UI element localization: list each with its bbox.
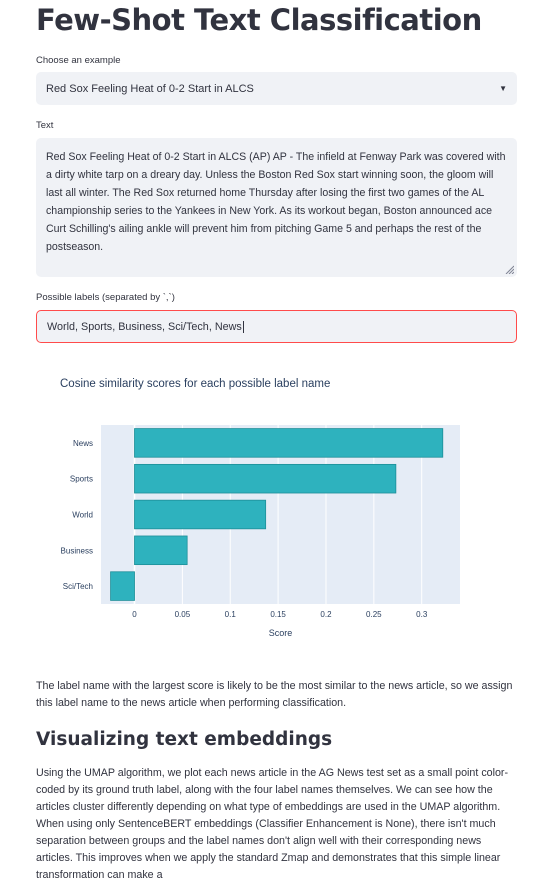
page-title: Few-Shot Text Classification (36, 3, 482, 37)
section-heading: Visualizing text embeddings (36, 729, 333, 750)
text-area-value: Red Sox Feeling Heat of 0-2 Start in ALCS (AP) AP - The infield at Fenway Park was covered with a dirty white tarp on a dreary day. Unless the Boston Red Sox start winning soon, the gloom will last all winter. The Red Sox returned home Thursday after losing the first two games of the AL championship series to the Yankees in New York. As its workout began, Boston announced ace Curt Schilling's ailing ankle will prevent him from pitching Game 5 and perhaps the rest of the postseason. (46, 151, 506, 253)
similarity-bar-chart (36, 415, 496, 645)
chart-title: Cosine similarity scores for each possible label name (60, 378, 331, 390)
x-tick-label: 0.05 (174, 610, 191, 619)
y-tick-label: World (72, 510, 93, 520)
x-tick-label: 0.25 (366, 610, 382, 619)
y-tick-label: Business (60, 546, 93, 556)
resize-handle-icon[interactable] (504, 264, 514, 274)
bar-sci-tech[interactable] (111, 572, 135, 601)
labels-input-value: World, Sports, Business, Sci/Tech, News (47, 320, 242, 333)
y-tick-label: Sports (69, 474, 93, 484)
example-select[interactable] (36, 72, 517, 105)
explanation-text: The label name with the largest score is likely to be the most similar to the news article, so we assign this label name to the news article when performing classification. (36, 680, 513, 709)
bar-sports[interactable] (135, 464, 396, 493)
x-tick-labels (132, 610, 428, 619)
x-tick-label: 0.2 (320, 610, 332, 619)
x-tick-label: 0.1 (224, 610, 236, 619)
labels-input-label: Possible labels (separated by `,`) (36, 292, 175, 303)
y-tick-label: News (72, 438, 93, 448)
text-cursor (243, 321, 244, 333)
example-select-value: Red Sox Feeling Heat of 0-2 Start in ALCS (46, 82, 254, 95)
x-tick-label: 0 (132, 610, 137, 619)
bar-world[interactable] (135, 500, 266, 529)
x-axis-label: Score (268, 628, 293, 638)
y-tick-label: Sci/Tech (62, 582, 93, 592)
text-area-label: Text (36, 120, 54, 131)
section-body: Using the UMAP algorithm, we plot each news article in the AG News test set as a small point color-coded by its ground truth label, along with the four label names themselves. We can see how the articles cluster differently depending on what type of embeddings are used in the UMAP algorithm. When using only SentenceBERT embeddings (Classifier Enhancement is None), there isn't much separation between groups and the label names don't align well with their corresponding news articles. This improves when we apply the standard Zmap and demonstrates that this simple linear transformation can make a (36, 767, 509, 881)
bar-business[interactable] (135, 536, 188, 565)
x-tick-label: 0.3 (416, 610, 428, 619)
labels-input[interactable] (36, 310, 517, 343)
x-tick-label: 0.15 (270, 610, 286, 619)
text-area[interactable] (36, 138, 517, 277)
example-select-label: Choose an example (36, 55, 121, 66)
chevron-down-icon[interactable]: ▼ (499, 84, 507, 93)
y-tick-labels (61, 439, 93, 591)
bar-news[interactable] (135, 429, 443, 458)
